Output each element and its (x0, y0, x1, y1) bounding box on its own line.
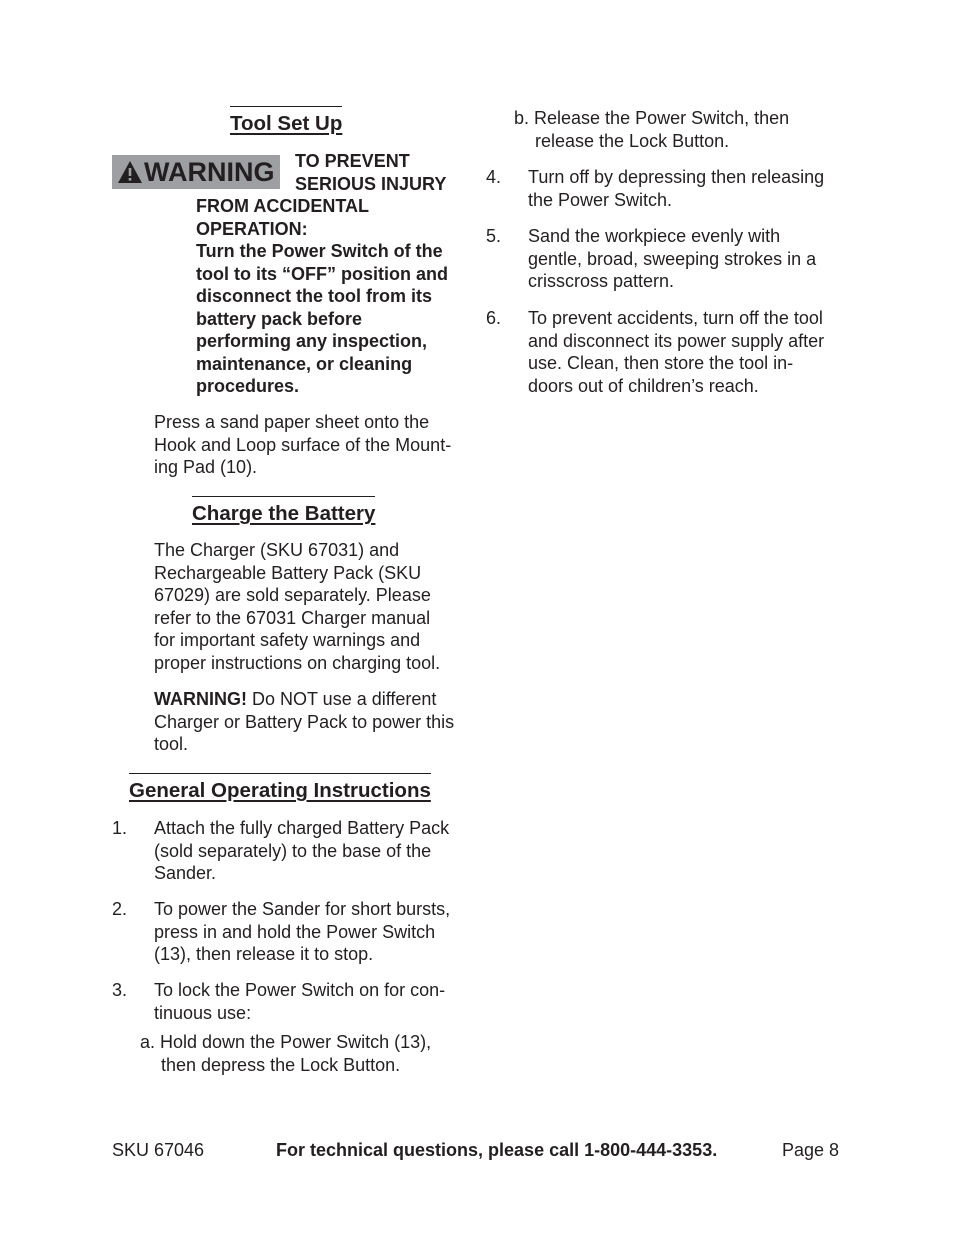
warning-label: WARNING (144, 157, 275, 187)
warning-line: TO PREVENT (295, 151, 410, 171)
warning-line: battery pack before (196, 308, 363, 329)
warning-text (196, 195, 448, 398)
warning-line: performing any inspection, (196, 331, 428, 351)
list-item-line: Turn off by depressing then releasing (528, 167, 825, 187)
warning-triangle-icon (117, 160, 143, 184)
charge-battery-heading: Charge the Battery (192, 502, 376, 525)
warning-bold-label: WARNING! (154, 689, 247, 709)
footer-sku: SKU 67046 (112, 1140, 205, 1160)
footer-page-number: Page 8 (782, 1140, 840, 1160)
paragraph-line: proper instructions on charging tool. (154, 652, 441, 673)
list-item (154, 817, 449, 885)
list-item-line: Sander. (154, 863, 217, 883)
list-item-line: the Power Switch. (528, 189, 673, 210)
sandpaper-paragraph (154, 411, 451, 479)
paragraph-line: 67029) are sold separately. Please (154, 585, 431, 605)
paragraph-line: Rechargeable Battery Pack (SKU (154, 562, 422, 583)
tool-setup-heading: Tool Set Up (230, 112, 343, 135)
paragraph-line: tool. (154, 734, 189, 754)
sub-item-b (514, 107, 789, 152)
warning-line: disconnect the tool from its (196, 286, 433, 306)
warning-line: FROM ACCIDENTAL (196, 196, 369, 216)
list-item-line: doors out of children’s reach. (528, 375, 759, 396)
list-number: 6. (486, 308, 502, 328)
paragraph-line: Hook and Loop surface of the Mount- (154, 434, 452, 455)
list-item-line: To prevent accidents, turn off the tool (528, 308, 823, 328)
list-item-line: press in and hold the Power Switch (154, 921, 436, 942)
list-item (528, 225, 816, 293)
list-item-line: and disconnect its power supply after (528, 330, 825, 351)
warning-line: tool to its “OFF” position and (196, 263, 448, 284)
sub-item-line: release the Lock Button. (535, 130, 730, 151)
list-number: 3. (112, 980, 128, 1000)
charger-warning-paragraph (154, 688, 454, 756)
list-item-line: To power the Sander for short bursts, (154, 899, 451, 919)
list-item-line: To lock the Power Switch on for con- (154, 980, 446, 1000)
list-item-line: use. Clean, then store the tool in- (528, 353, 794, 373)
charger-paragraph (154, 539, 440, 674)
warning-text-top (295, 150, 446, 195)
paragraph-line: The Charger (SKU 67031) and (154, 540, 400, 560)
sub-item-line: a. Hold down the Power Switch (13), (140, 1032, 432, 1052)
list-item-line: (13), then release it to stop. (154, 944, 374, 964)
warning-line: maintenance, or cleaning (196, 353, 413, 374)
list-item-line: tinuous use: (154, 1002, 252, 1023)
paragraph-line: Charger or Battery Pack to power this (154, 711, 455, 732)
list-item-line: Attach the fully charged Battery Pack (154, 818, 450, 838)
paragraph-line: for important safety warnings and (154, 630, 421, 650)
warning-line: OPERATION: (196, 218, 308, 239)
paragraph-line: Press a sand paper sheet onto the (154, 412, 430, 432)
footer-tech-support: For technical questions, please call 1-800-444-3353. (276, 1140, 718, 1160)
list-item (154, 979, 445, 1024)
sub-item-a (140, 1031, 431, 1076)
warning-line: Turn the Power Switch of the (196, 241, 443, 261)
list-item (528, 166, 824, 211)
list-item-line: Sand the workpiece evenly with (528, 226, 781, 246)
list-item-line: (sold separately) to the base of the (154, 840, 432, 861)
sub-item-line: b. Release the Power Switch, then (514, 108, 790, 128)
list-item (528, 307, 824, 397)
warning-line: procedures. (196, 376, 300, 396)
general-instructions-heading: General Operating Instructions (129, 779, 431, 802)
paragraph-line: refer to the 67031 Charger manual (154, 607, 431, 628)
list-item-line: gentle, broad, sweeping strokes in a (528, 248, 817, 269)
warning-line: SERIOUS INJURY (295, 173, 447, 194)
warning-badge (112, 155, 280, 189)
sub-item-line: then depress the Lock Button. (161, 1054, 401, 1075)
paragraph-line (154, 688, 454, 711)
list-number: 4. (486, 167, 502, 187)
paragraph-line: ing Pad (10). (154, 457, 258, 477)
list-number: 1. (112, 818, 128, 838)
warning-rest: Do NOT use a different (247, 689, 437, 709)
list-item-line: crisscross pattern. (528, 271, 675, 291)
list-number: 5. (486, 226, 502, 246)
list-number: 2. (112, 899, 128, 919)
list-item (154, 898, 450, 966)
